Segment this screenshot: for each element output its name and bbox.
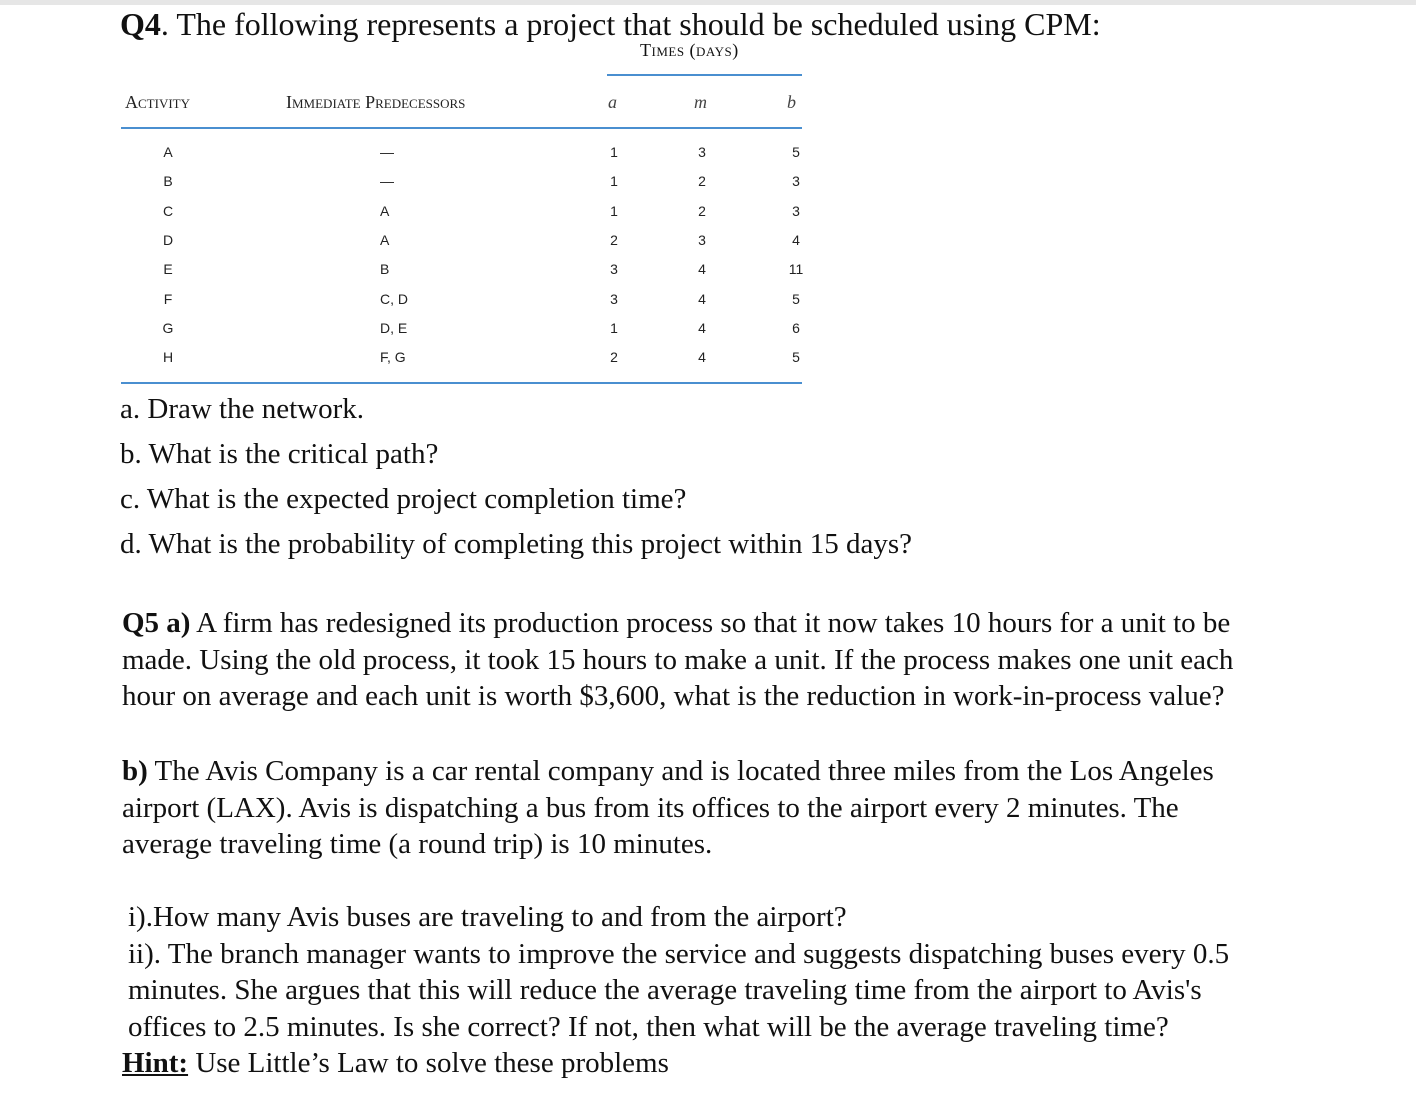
q5b-part-ii-line2: minutes. She argues that this will reduce the average traveling time from the airport to Avis's [128,974,1202,1006]
q4-part-a: a. Draw the network. [120,393,364,425]
table-cell-predecessors: D, E [380,320,408,336]
table-cell-b: 5 [792,291,800,307]
q5a-line2: made. Using the old process, it took 15 hours to make a unit. If the process makes one unit each [122,643,1234,676]
table-cell-b: 6 [792,320,800,336]
times-header: Times (days) [640,40,739,60]
table-cell-m: 4 [698,349,706,365]
header-predecessors: Immediate Predecessors [286,92,466,112]
q4-part-b: b. What is the critical path? [120,438,439,470]
q5b-paragraph [122,753,1214,863]
hint-label: Hint: [122,1047,189,1079]
q5a-paragraph [122,605,1233,715]
table-cell-predecessors: — [380,144,394,160]
q5b-line1: b) The Avis Company is a car rental company and is located three miles from the Los Angeles [122,755,1214,787]
table-cell-b: 3 [792,173,800,189]
bottom-rule [121,382,802,384]
table-cell-activity: A [163,144,173,160]
table-cell-a: 1 [610,173,618,189]
table-cell-b: 5 [792,144,800,160]
table-cell-m: 2 [698,203,706,219]
q4-text: . The following represents a project that should be scheduled using CPM: [160,6,1101,42]
table-cell-m: 3 [698,232,706,248]
q4-part-d: d. What is the probability of completing this project within 15 days? [120,528,912,560]
table-cell-m: 4 [698,291,706,307]
table-cell-predecessors: C, D [380,291,408,307]
table-cell-b: 3 [792,203,800,219]
times-rule [607,74,802,76]
table-cell-activity: B [163,173,173,189]
header-b: b [787,92,796,112]
table-cell-m: 3 [698,144,706,160]
hint-line [122,1045,1229,1082]
q5b-label: b) [122,755,148,787]
q5a-label: Q5 a) [122,607,191,639]
header-activity: Activity [125,92,190,112]
table-cell-a: 3 [610,291,618,307]
q5b-subparts [122,899,1229,1082]
table-cell-b: 4 [792,232,800,248]
table-cell-activity: D [162,232,174,248]
q5a-line3: hour on average and each unit is worth $3,600, what is the reduction in work-in-process value? [122,680,1225,712]
q5a-line1: Q5 a) A firm has redesigned its production process so that it now takes 10 hours for a unit to be [122,607,1231,639]
table-cell-m: 4 [698,320,706,336]
hint-text: Use Little’s Law to solve these problems [188,1047,669,1079]
table-cell-activity: F [163,291,173,307]
q5b-part-i: i).How many Avis buses are traveling to and from the airport? [128,901,847,933]
q4-title [120,6,1101,43]
table-cell-a: 2 [610,349,618,365]
table-cell-predecessors: A [380,232,390,248]
table-cell-activity: E [163,261,173,277]
q5b-part-ii-line3: offices to 2.5 minutes. Is she correct? If not, then what will be the average traveling time? [128,1010,1169,1043]
q5b-part-ii-line1: ii). The branch manager wants to improve the service and suggests dispatching buses every 0.5 [128,937,1230,970]
q5b-line3: average traveling time (a round trip) is 10 minutes. [122,828,713,860]
header-a: a [608,92,617,112]
top-border [0,0,1416,5]
table-cell-predecessors: — [380,173,394,189]
table-cell-a: 1 [610,203,618,219]
table-cell-m: 4 [698,261,706,277]
table-cell-predecessors: B [380,261,390,277]
q4-part-c: c. What is the expected project completion time? [120,483,687,515]
header-rule [121,127,802,129]
q5b-line2: airport (LAX). Avis is dispatching a bus from its offices to the airport every 2 minutes. The [122,791,1179,824]
table-cell-a: 2 [610,232,618,248]
table-cell-activity: G [162,320,174,336]
q4-label: Q4 [120,6,161,42]
table-cell-predecessors: F, G [380,349,406,365]
table-cell-predecessors: A [380,203,390,219]
table-cell-m: 2 [698,173,706,189]
table-cell-a: 1 [610,320,618,336]
header-m: m [694,92,707,112]
table-cell-b: 5 [792,349,800,365]
table-cell-a: 1 [610,144,618,160]
table-cell-b: 11 [788,261,804,277]
table-cell-a: 3 [610,261,618,277]
table-cell-activity: C [162,203,174,219]
table-cell-activity: H [162,349,174,365]
